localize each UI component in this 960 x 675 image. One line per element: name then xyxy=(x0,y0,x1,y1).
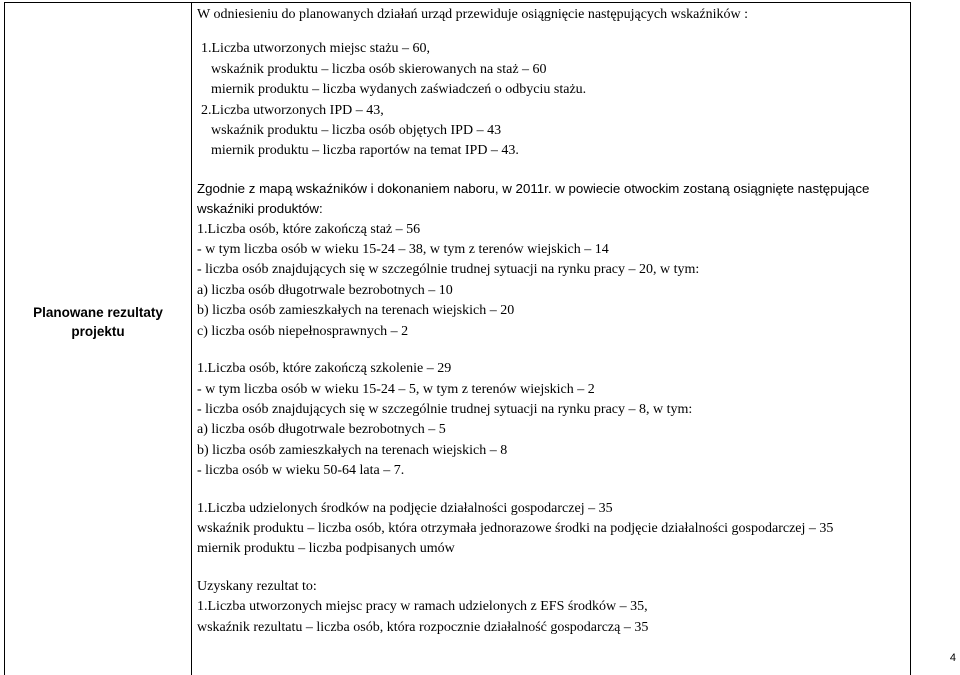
block1-line: 1.Liczba utworzonych miejsc stażu – 60, xyxy=(201,41,430,57)
block3-line: b) liczba osób zamieszkałych na terenach wiejskich – 8 xyxy=(197,442,508,458)
spacer xyxy=(197,342,902,359)
block3-line: - w tym liczba osób w wieku 15-24 – 5, w tym z terenów wiejskich – 2 xyxy=(197,381,595,397)
column-divider xyxy=(191,3,192,675)
block4-line: wskaźnik produktu – liczba osób, która otrzymała jednorazowe środki na podjęcie działalności gospodarczej – 35 xyxy=(197,520,834,536)
block2-line: b) liczba osób zamieszkałych na terenach wiejskich – 20 xyxy=(197,303,515,319)
result-line: 1.Liczba utworzonych miejsc pracy w ramach udzielonych z EFS środków – 35, xyxy=(197,599,648,615)
block2-line: - liczba osób znajdujących się w szczególnie trudnej sytuacji na rynku pracy – 20, w tym: xyxy=(197,262,700,278)
row-label-cell xyxy=(5,303,191,341)
spacer xyxy=(197,560,902,577)
spacer xyxy=(197,482,902,499)
block2-line: a) liczba osób długotrwale bezrobotnych – 10 xyxy=(197,282,453,298)
result-line: Uzyskany rezultat to: xyxy=(197,578,317,594)
block2-line: 1.Liczba osób, które zakończą staż – 56 xyxy=(197,221,421,237)
intro-paragraph: W odniesieniu do planowanych działań urząd przewiduje osiągnięcie następujących wskaźników : xyxy=(197,7,748,22)
block1-line: wskaźnik produktu – liczba osób skierowanych na staż – 60 xyxy=(211,61,547,77)
block1-line: 2.Liczba utworzonych IPD – 43, xyxy=(201,102,384,118)
block1-line: miernik produktu – liczba wydanych zaświadczeń o odbyciu stażu. xyxy=(211,82,587,98)
row-label-line-2: projektu xyxy=(71,324,125,339)
block4-line: 1.Liczba udzielonych środków na podjęcie działalności gospodarczej – 35 xyxy=(197,500,613,516)
block2-line: c) liczba osób niepełnosprawnych – 2 xyxy=(197,323,409,339)
block3-line: - liczba osób znajdujących się w szczególnie trudnej sytuacji na rynku pracy – 8, w tym: xyxy=(197,401,693,417)
block2-intro-line: Zgodnie z mapą wskaźników i dokonaniem naboru, w 2011r. w powiecie otwockim zostaną osiągnięte następujące xyxy=(197,180,870,196)
block3-line: - liczba osób w wieku 50-64 lata – 7. xyxy=(197,463,405,479)
spacer xyxy=(197,162,902,179)
content-cell xyxy=(197,5,902,638)
block2-line: - w tym liczba osób w wieku 15-24 – 38, w tym z terenów wiejskich – 14 xyxy=(197,242,609,258)
indicators-block-1 xyxy=(197,39,902,161)
block4-line: miernik produktu – liczba podpisanych umów xyxy=(197,541,455,557)
row-label-line-1: Planowane rezultaty xyxy=(33,305,163,320)
block3-line: a) liczba osób długotrwale bezrobotnych – 5 xyxy=(197,422,446,438)
page-number: 4 xyxy=(949,652,956,664)
results-block xyxy=(197,577,902,638)
block3-line: 1.Liczba osób, które zakończą szkolenie – 29 xyxy=(197,361,452,377)
result-line: wskaźnik rezultatu – liczba osób, która rozpocznie działalność gospodarczą – 35 xyxy=(197,619,649,635)
indicators-block-3 xyxy=(197,359,902,481)
spacer xyxy=(197,25,902,39)
indicators-block-2 xyxy=(197,179,902,342)
indicators-block-4 xyxy=(197,499,902,560)
block1-line: wskaźnik produktu – liczba osób objętych IPD – 43 xyxy=(211,123,502,139)
block1-line: miernik produktu – liczba raportów na temat IPD – 43. xyxy=(211,143,519,159)
table-frame xyxy=(4,2,911,675)
block2-intro-line: wskaźniki produktów: xyxy=(197,201,323,217)
